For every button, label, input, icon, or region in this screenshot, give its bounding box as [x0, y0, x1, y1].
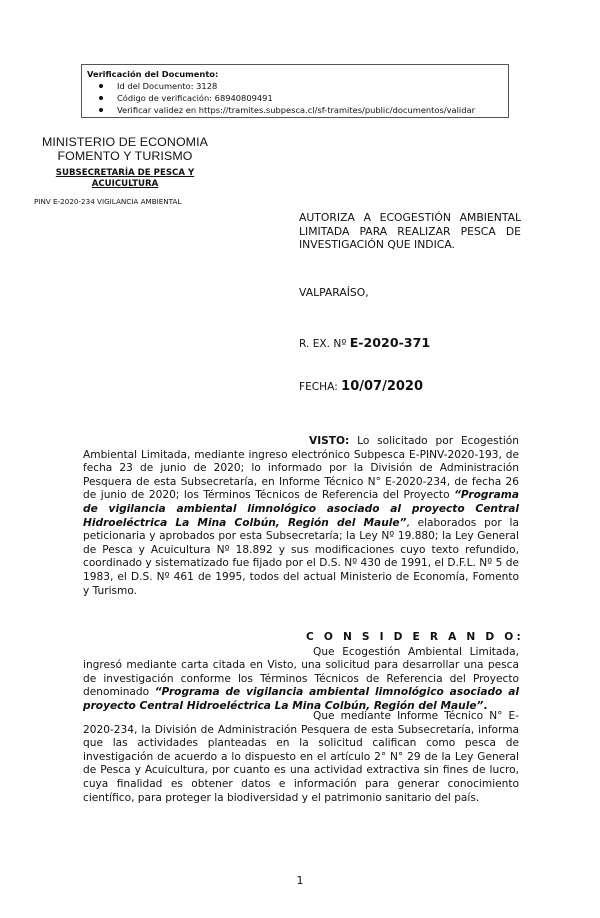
p1-text-b: . — [483, 699, 488, 712]
visto-label: VISTO: — [309, 435, 350, 447]
subsecretaria-line-2: ACUICULTURA — [91, 179, 159, 189]
resolution-city: VALPARAÍSO, — [299, 286, 369, 299]
ministry-name — [30, 135, 220, 163]
rex-value: E-2020-371 — [349, 335, 431, 350]
verification-box — [81, 64, 509, 118]
subsecretaria-line-1: SUBSECRETARÍA DE PESCA Y — [55, 168, 195, 178]
resolution-date — [299, 380, 423, 395]
p1-text-a: Que Ecogestión Ambiental Limitada, ingresó mediante carta citada en Visto, una solicitud para desarrollar una pesca de investigación conforme los Términos Técnicos de Referencia del Proyecto denominado — [83, 645, 519, 699]
rex-label: R. EX. Nº — [299, 338, 347, 350]
visto-text-b: , elaborados por la peticionaria y aprobados por esta Subsecretaría; la Ley Nº 19.880; la Ley General de Pesca y Acuicultura Nº 18.892 y sus modificaciones cuyo texto refundido, coordinado y sistematizado fue fijado por el D.S. Nº 430 de 1991, el D.F.L. Nº 5 de 1983, el D.S. Nº 461 de 1995, todos del actual Ministerio de Economía, Fomento y Turismo. — [83, 516, 519, 597]
resolution-subject: AUTORIZA A ECOGESTIÓN AMBIENTAL LIMITADA PARA REALIZAR PESCA DE INVESTIGACIÓN QUE INDICA. — [299, 211, 521, 251]
ministry-line-2: FOMENTO Y TURISMO — [57, 149, 193, 163]
visto-text-a: Lo solicitado por Ecogestión Ambiental Limitada, mediante ingreso electrónico Subpesca E-PINV-2020-193, de fecha 23 de junio de 2020; lo informado por la División de Administración Pesquera de esta Subsecretaría, en Informe Técnico N° E-2020-234, de fecha 26 de junio de 2020; los Términos Técnicos de Referencia del Proyecto — [83, 435, 519, 502]
considerando-heading: C O N S I D E R A N D O: — [306, 631, 524, 643]
visto-project-name: “Programa de vigilancia ambiental limnológico asociado al proyecto Central Hidroeléctrica La Mina Colbún, Región del Maule” — [83, 489, 519, 529]
verification-code: Código de verificación: 68940809491 — [117, 92, 502, 104]
considerando-paragraph-1 — [83, 632, 519, 714]
p2-text: Que mediante Informe Técnico N° E-2020-234, la División de Administración Pesquera de esta Subsecretaría, informa que las actividades planteadas en la solicitud califican como pesca de investigación de acuerdo a lo dispuesto en el artículo 2° N° 29 de la Ley General de Pesca y Acuicultura, por cuanto es una actividad extractiva sin fines de lucro, cuya finalidad es obtener datos e información para generar conocimiento científico, para proteger la biodiversidad y el patrimonio sanitario del país. — [83, 710, 519, 804]
ministry-line-1: MINISTERIO DE ECONOMIA — [41, 135, 209, 149]
fecha-label: FECHA: — [299, 381, 338, 393]
verification-list — [87, 80, 502, 116]
considerando-paragraph-2 — [83, 710, 519, 805]
p1-project-name: “Programa de vigilancia ambiental limnológico asociado al proyecto Central Hidroeléctrica La Mina Colbún, Región del Maule” — [83, 686, 519, 712]
resolution-number — [299, 336, 430, 352]
fecha-value: 10/07/2020 — [341, 379, 424, 394]
page-number: 1 — [296, 874, 304, 887]
file-reference: PINV E-2020-234 VIGILANCIA AMBIENTAL — [34, 197, 182, 206]
verification-url[interactable]: Verificar validez en https://tramites.subpesca.cl/sf-tramites/public/documentos/validar — [117, 104, 502, 116]
visto-paragraph — [83, 435, 519, 598]
verification-id: Id del Documento: 3128 — [117, 80, 502, 92]
verification-title: Verificación del Documento: — [87, 69, 219, 79]
subsecretaria-name — [30, 168, 220, 190]
